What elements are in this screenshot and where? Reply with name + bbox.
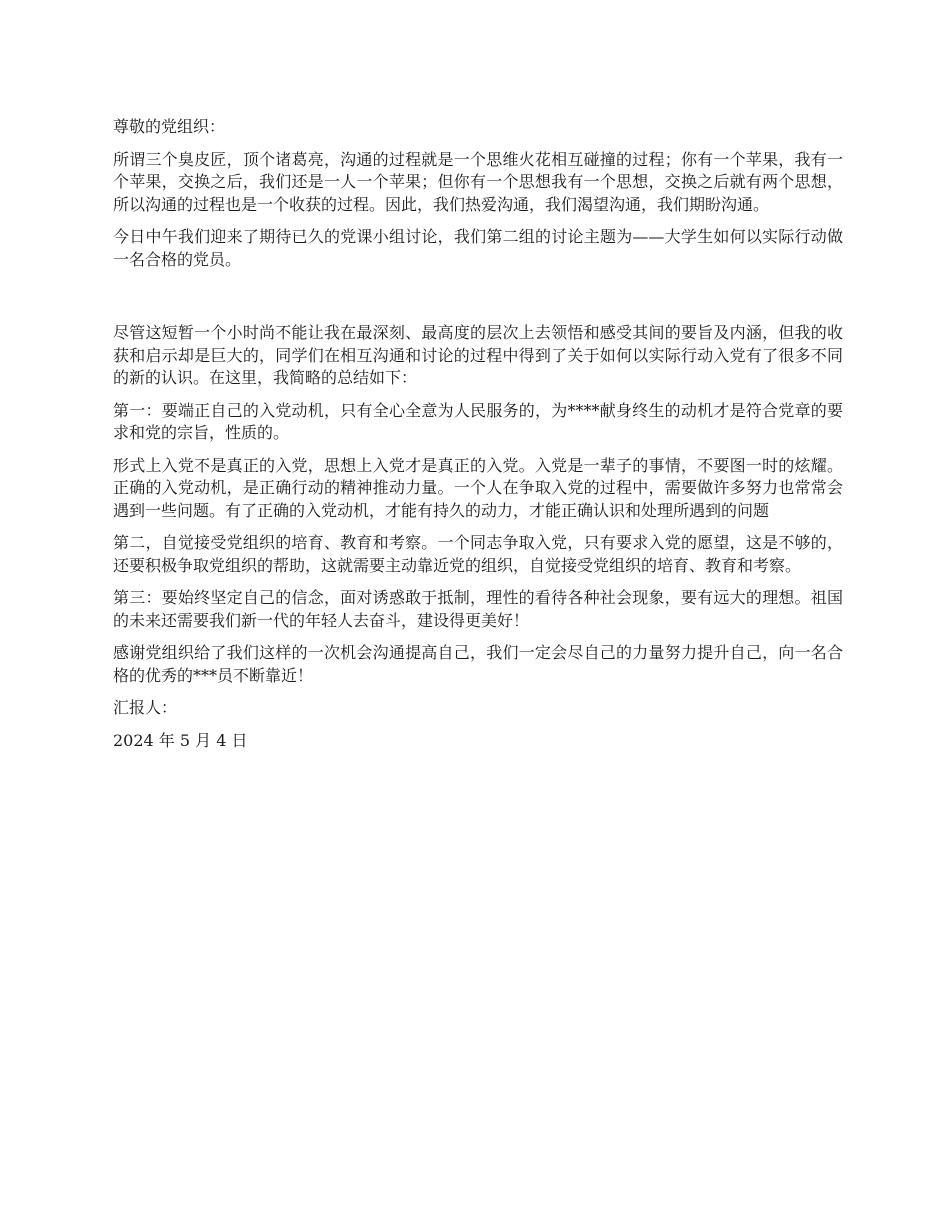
salutation: 尊敬的党组织： xyxy=(113,117,226,136)
paragraph-6: 第二，自觉接受党组织的培育、教育和考察。一个同志争取入党，只有要求入党的愿望，这是不够的，还要积极争取党组织的帮助，这就需要主动靠近党的组织，自觉接受党组织的培育、教育和考察。 xyxy=(113,533,843,575)
paragraph-2: 今日中午我们迎来了期待已久的党课小组讨论，我们第二组的讨论主题为——大学生如何以实际行动做一名合格的党员。 xyxy=(113,227,843,269)
paragraph-1: 所谓三个臭皮匠，顶个诸葛亮，沟通的过程就是一个思维火花相互碰撞的过程；你有一个苹果，我有一个苹果，交换之后，我们还是一人一个苹果；但你有一个思想我有一个思想，交换之后就有两个思想，所以沟通的过程也是一个收获的过程。因此，我们热爱沟通，我们渴望沟通，我们期盼沟通。 xyxy=(113,149,843,214)
paragraph-8: 感谢党组织给了我们这样的一次机会沟通提高自己，我们一定会尽自己的力量努力提升自己，向一名合格的优秀的***员不断靠近！ xyxy=(113,643,843,685)
paragraph-7: 第三：要始终坚定自己的信念，面对诱惑敢于抵制，理性的看待各种社会现象，要有远大的理想。祖国的未来还需要我们新一代的年轻人去奋斗，建设得更美好！ xyxy=(113,588,843,630)
reporter-label: 汇报人： xyxy=(113,698,178,717)
document-body xyxy=(113,116,843,762)
report-date: 2024 年 5 月 4 日 xyxy=(113,730,248,750)
paragraph-5: 形式上入党不是真正的入党，思想上入党才是真正的入党。入党是一辈子的事情，不要图一时的炫耀。正确的入党动机，是正确行动的精神推动力量。一个人在争取入党的过程中，需要做许多努力也常常会遇到一些问题。有了正确的入党动机，才能有持久的动力，才能正确认识和处理所遇到的问题 xyxy=(113,455,843,520)
paragraph-3: 尽管这短暂一个小时尚不能让我在最深刻、最高度的层次上去领悟和感受其间的要旨及内涵，但我的收获和启示却是巨大的，同学们在相互沟通和讨论的过程中得到了关于如何以实际行动入党有了很多不同的新的认识。在这里，我简略的总结如下： xyxy=(113,323,843,387)
blank-space xyxy=(113,281,843,322)
paragraph-4: 第一：要端正自己的入党动机，只有全心全意为人民服务的，为****献身终生的动机才是符合党章的要求和党的宗旨，性质的。 xyxy=(113,400,843,442)
